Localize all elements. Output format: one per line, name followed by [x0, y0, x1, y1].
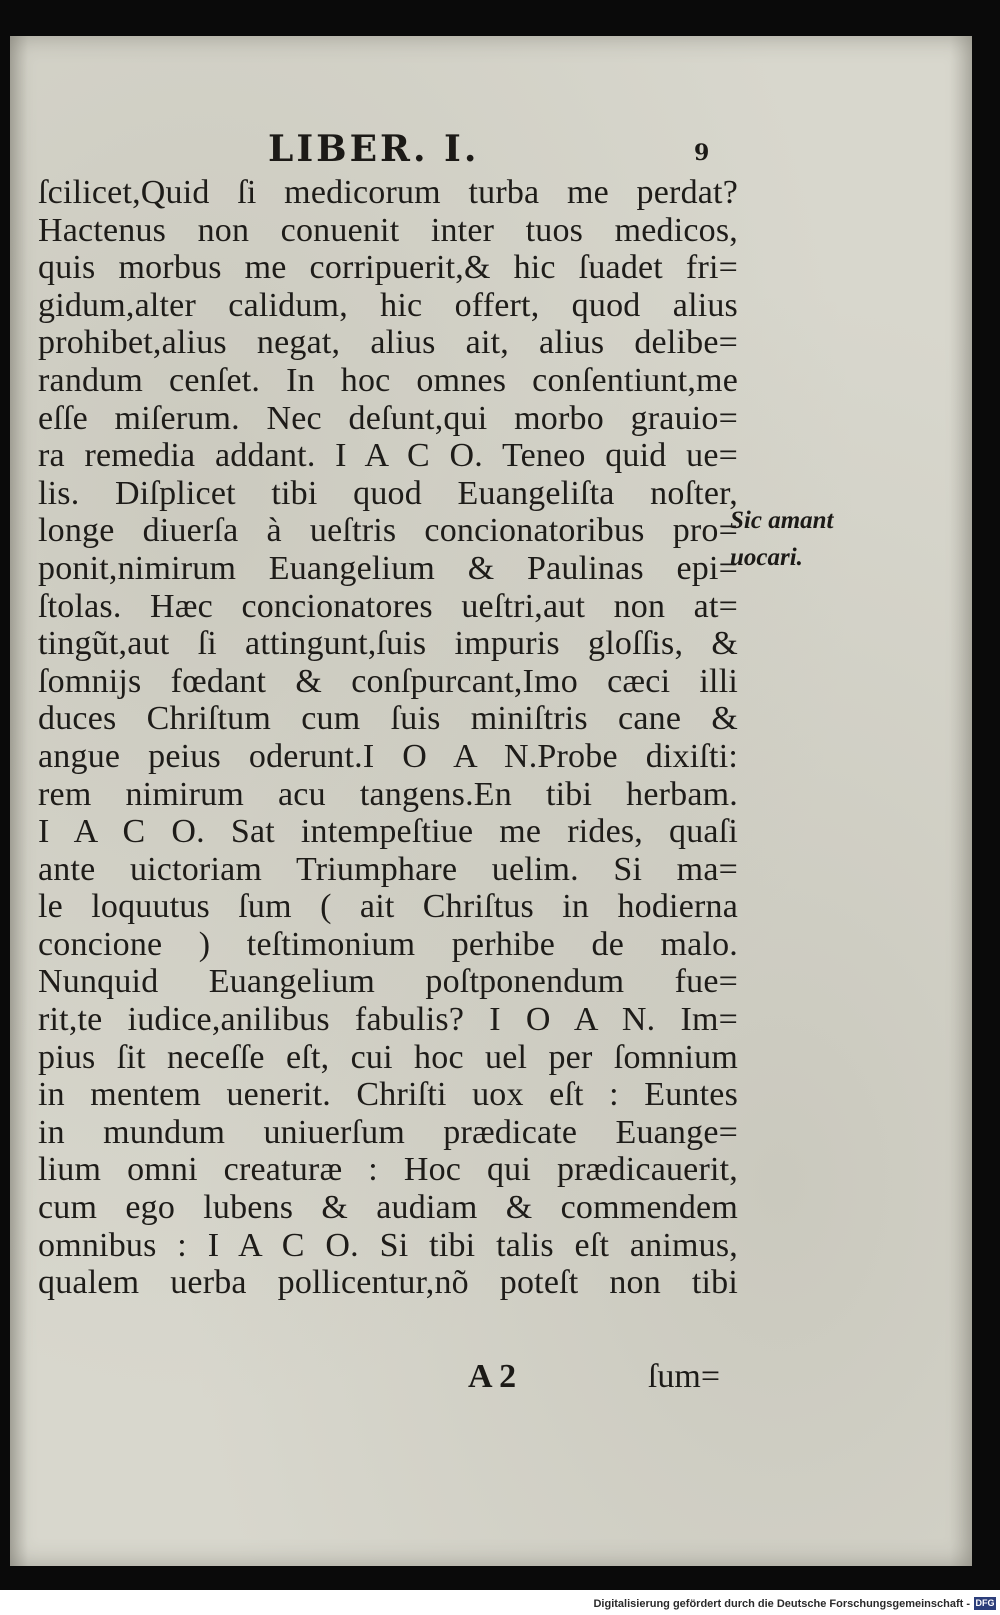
- page-number: 9: [694, 140, 710, 166]
- text-line: in mentem uenerit. Chriſti uox eſt : Euntes: [38, 1076, 738, 1114]
- text-line: randum cenſet. In hoc omnes conſentiunt,me: [38, 361, 738, 399]
- text-line: eſſe miſerum. Nec deſunt,qui morbo grauio=: [38, 399, 738, 437]
- text-line: ſomnijs fœdant & conſpurcant,Imo cæci illi: [38, 662, 738, 700]
- text-line: duces Chriſtum cum ſuis miniſtris cane &: [38, 700, 738, 738]
- text-line: gidum,alter calidum, hic offert, quod alius: [38, 286, 738, 324]
- marginal-note-line: Sic amant: [730, 507, 834, 534]
- text-line: cum ego lubens & audiam & commendem: [38, 1189, 738, 1227]
- text-line: I A C O. Sat intempeſtiue me rides, quaſi: [38, 813, 738, 851]
- body-text: [38, 174, 738, 1302]
- text-line: rem nimirum acu tangens.En tibi herbam.: [38, 775, 738, 813]
- marginal-note-line: uocari.: [730, 544, 803, 571]
- text-line: lis. Diſplicet tibi quod Euangeliſta noſter,: [38, 474, 738, 512]
- text-line: prohibet,alius negat, alius ait, alius delibe=: [38, 324, 738, 362]
- text-line: ante uictoriam Triumphare uelim. Si ma=: [38, 850, 738, 888]
- text-line: ra remedia addant. I A C O. Teneo quid ue=: [38, 437, 738, 475]
- text-line: qualem uerba pollicentur,nõ poteſt non tibi: [38, 1264, 738, 1302]
- book-page: [10, 36, 972, 1566]
- catchword: ſum=: [647, 1358, 720, 1395]
- text-line: angue peius oderunt.I O A N.Probe dixiſti:: [38, 737, 738, 775]
- text-line: longe diuerſa à ueſtris concionatoribus pro=: [38, 512, 738, 550]
- text-line: rit,te iudice,anilibus fabulis? I O A N. Im=: [38, 1001, 738, 1039]
- text-line: le loquutus ſum ( ait Chriſtus in hodierna: [38, 888, 738, 926]
- text-line: lium omni creaturæ : Hoc qui prædicauerit,: [38, 1151, 738, 1189]
- running-head: LIBER. I.: [268, 128, 480, 170]
- text-line: ſtolas. Hæc concionatores ueſtri,aut non at=: [38, 587, 738, 625]
- text-line: ſcilicet,Quid ſi medicorum turba me perdat?: [38, 174, 738, 211]
- footer-bar: [0, 1596, 1000, 1615]
- text-line: Hactenus non conuenit inter tuos medicos,: [38, 211, 738, 249]
- text-line: ponit,nimirum Euangelium & Paulinas epi=: [38, 549, 738, 587]
- text-line: Nunquid Euangelium poſtponendum fue=: [38, 963, 738, 1001]
- text-line: omnibus : I A C O. Si tibi talis eſt animus,: [38, 1226, 738, 1264]
- text-line: tingũt,aut ſi attingunt,ſuis impuris gloſſis, &: [38, 625, 738, 663]
- footer-credit: Digitalisierung gefördert durch die Deutsche Forschungsgemeinschaft -: [593, 1598, 970, 1610]
- text-line: in mundum uniuerſum prædicate Euange=: [38, 1113, 738, 1151]
- dfg-logo-icon: DFG: [975, 1598, 995, 1608]
- catchword-row: [468, 1358, 720, 1396]
- text-line: concione ) teſtimonium perhibe de malo.: [38, 925, 738, 963]
- text-line: quis morbus me corripuerit,& hic ſuadet fri=: [38, 249, 738, 287]
- signature-mark: A 2: [468, 1358, 517, 1395]
- text-line: pius ſit neceſſe eſt, cui hoc uel per ſomnium: [38, 1038, 738, 1076]
- marginal-note: [730, 502, 834, 576]
